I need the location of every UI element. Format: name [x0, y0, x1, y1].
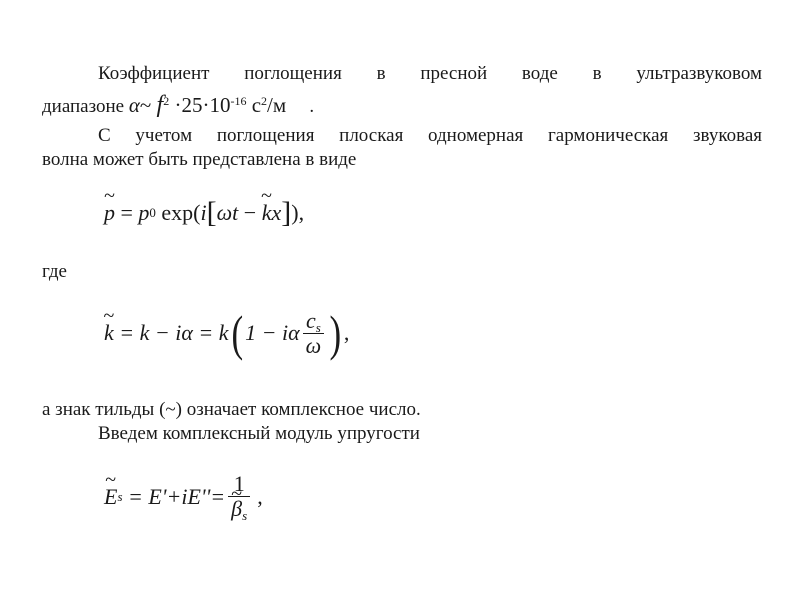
formula3-comma: ,	[257, 483, 263, 509]
absorption-formula	[129, 93, 292, 117]
cs-over-omega	[303, 309, 325, 358]
one-minus-term: 1 − iα	[245, 320, 300, 345]
frequency-symbol: f	[156, 92, 164, 118]
paragraph-2-line-2: волна может быть представлена в виде	[42, 149, 357, 170]
one-over-beta	[228, 472, 250, 521]
paragraph-3-line-2: Введем комплексный модуль упругости	[98, 423, 420, 444]
equals-sign: =	[115, 200, 139, 225]
formula2-comma: ,	[343, 320, 350, 345]
omega-denominator: ω	[303, 333, 325, 358]
coefficient-value: ·25·10	[174, 93, 231, 117]
unit-meters: /м	[267, 93, 287, 117]
sound-speed-subscript: s	[315, 319, 321, 335]
pressure-tilde: ~ p	[104, 200, 115, 226]
left-paren: (	[230, 305, 243, 361]
sentence-period: .	[309, 96, 315, 117]
sound-speed: c	[306, 307, 316, 333]
omega-t: ωt	[216, 200, 239, 225]
compressibility-subscript: s	[242, 508, 248, 523]
numerator-one: 1	[233, 471, 245, 496]
compressibility-tilde: ~ β	[231, 497, 242, 521]
paragraph-2-line-1: С учетом поглощения плоская одномерная гармоническая звуковая	[98, 125, 762, 146]
k-tilde: ~ k	[104, 320, 114, 346]
open-bracket: [	[206, 196, 217, 229]
where-word: где	[42, 261, 67, 282]
paragraph-1-line-2	[42, 93, 762, 119]
unit-exponent: 2	[261, 94, 268, 108]
complex-wavenumber-formula	[104, 305, 350, 361]
coordinate-x: x	[271, 200, 282, 225]
right-paren: )	[329, 305, 342, 361]
proportional-symbol: ~	[139, 93, 152, 117]
coefficient-exponent: -16	[230, 94, 247, 108]
frequency-exponent: 2	[163, 94, 170, 108]
close-bracket: ]	[281, 196, 292, 229]
amplitude-symbol: p	[138, 200, 150, 225]
unit-seconds: с	[251, 93, 262, 117]
modulus-expression: = E'+iE''=	[122, 483, 226, 509]
paragraph-1-line-1: Коэффициент поглощения в пресной воде в ультразвуковом	[98, 63, 762, 84]
alpha-symbol: α	[128, 93, 140, 117]
wavenumber-tilde: ~ k	[262, 200, 272, 226]
modulus-tilde: ~ E	[104, 484, 117, 510]
imaginary-unit: i	[200, 200, 207, 225]
paragraph-3-line-1: а знак тильды (~) означает комплексное число.	[42, 399, 421, 420]
exp-function: exp(	[155, 200, 201, 225]
wavenumber-expression: = k − iα = k	[113, 320, 229, 345]
wave-formula: ~ p = p 0 exp( i [ ωt − ~ k x ] ),	[104, 196, 304, 230]
minus-sign: −	[238, 200, 262, 225]
paragraph-1-prefix: диапазоне	[42, 96, 125, 117]
close-paren: ),	[291, 200, 305, 225]
elastic-modulus-formula: ~ E s = E'+iE''= 1 ~ $\beta_s$ ,	[104, 472, 263, 521]
